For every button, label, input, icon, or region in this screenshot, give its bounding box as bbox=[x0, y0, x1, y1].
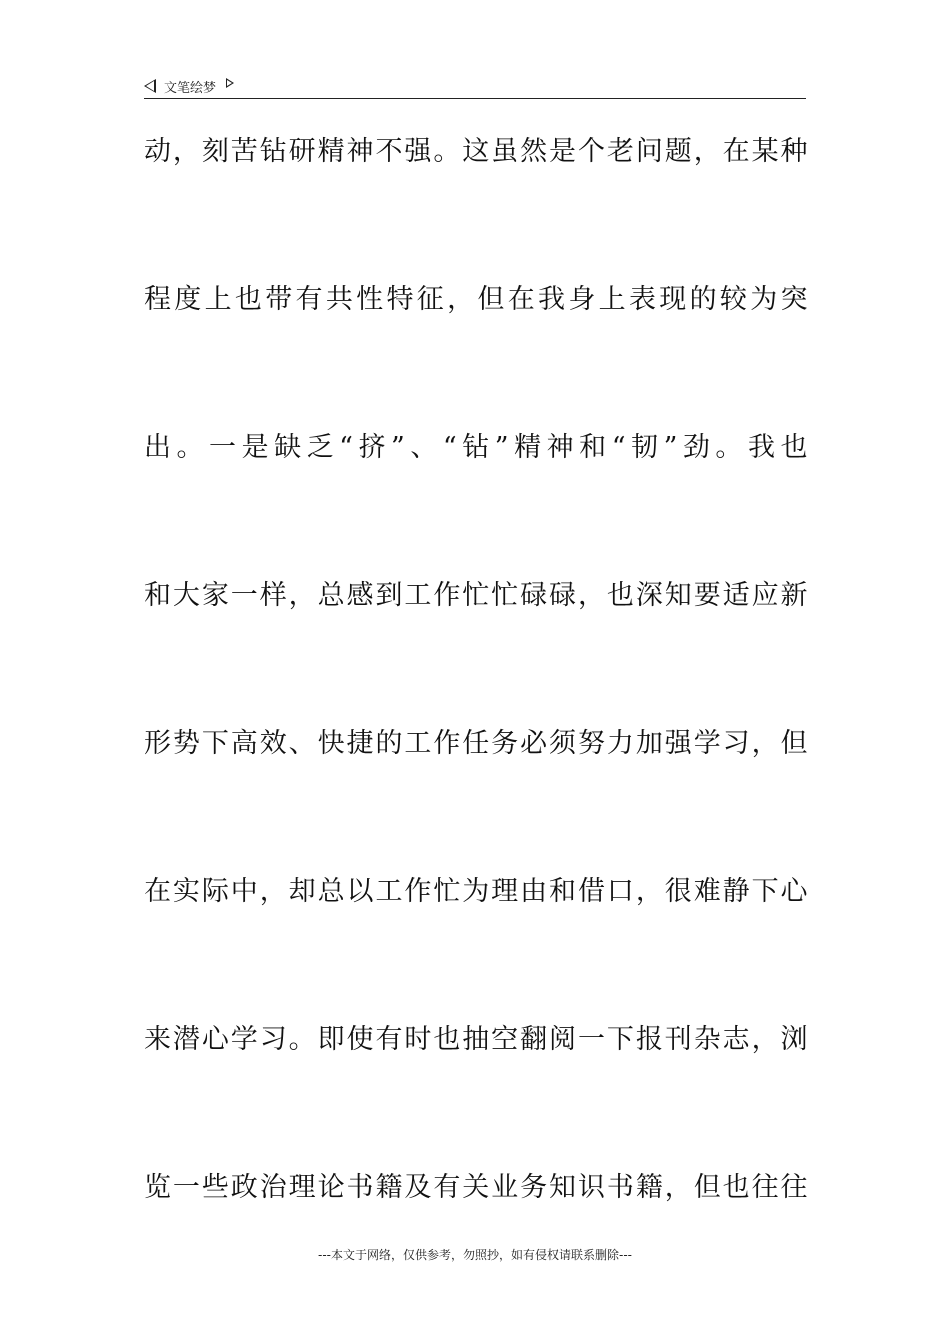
triangle-left-outline-icon bbox=[144, 79, 156, 93]
body-line: 程度上也带有共性特征，但在我身上表现的较为突 bbox=[144, 284, 808, 315]
body-line: 览一些政治理论书籍及有关业务知识书籍，但也往往 bbox=[144, 1172, 808, 1203]
body-line: 来潜心学习。即使有时也抽空翻阅一下报刊杂志，浏 bbox=[144, 1024, 808, 1055]
document-body bbox=[144, 130, 808, 1314]
page-header bbox=[144, 74, 806, 99]
header-title: 文笔绘梦 bbox=[164, 80, 217, 96]
body-line: 动，刻苦钻研精神不强。这虽然是个老问题，在某种 bbox=[144, 136, 808, 167]
body-line: 和大家一样，总感到工作忙忙碌碌，也深知要适应新 bbox=[144, 580, 808, 611]
triangle-right-outline-icon bbox=[226, 78, 234, 88]
footer-disclaimer: ---本文于网络，仅供参考，勿照抄，如有侵权请联系删除--- bbox=[318, 1248, 632, 1262]
body-line: 在实际中，却总以工作忙为理由和借口，很难静下心 bbox=[144, 876, 808, 907]
body-line: 形势下高效、快捷的工作任务必须努力加强学习，但 bbox=[144, 728, 808, 759]
body-line: 出。一是缺乏“挤”、“钻”精神和“韧”劲。我也 bbox=[144, 432, 808, 463]
